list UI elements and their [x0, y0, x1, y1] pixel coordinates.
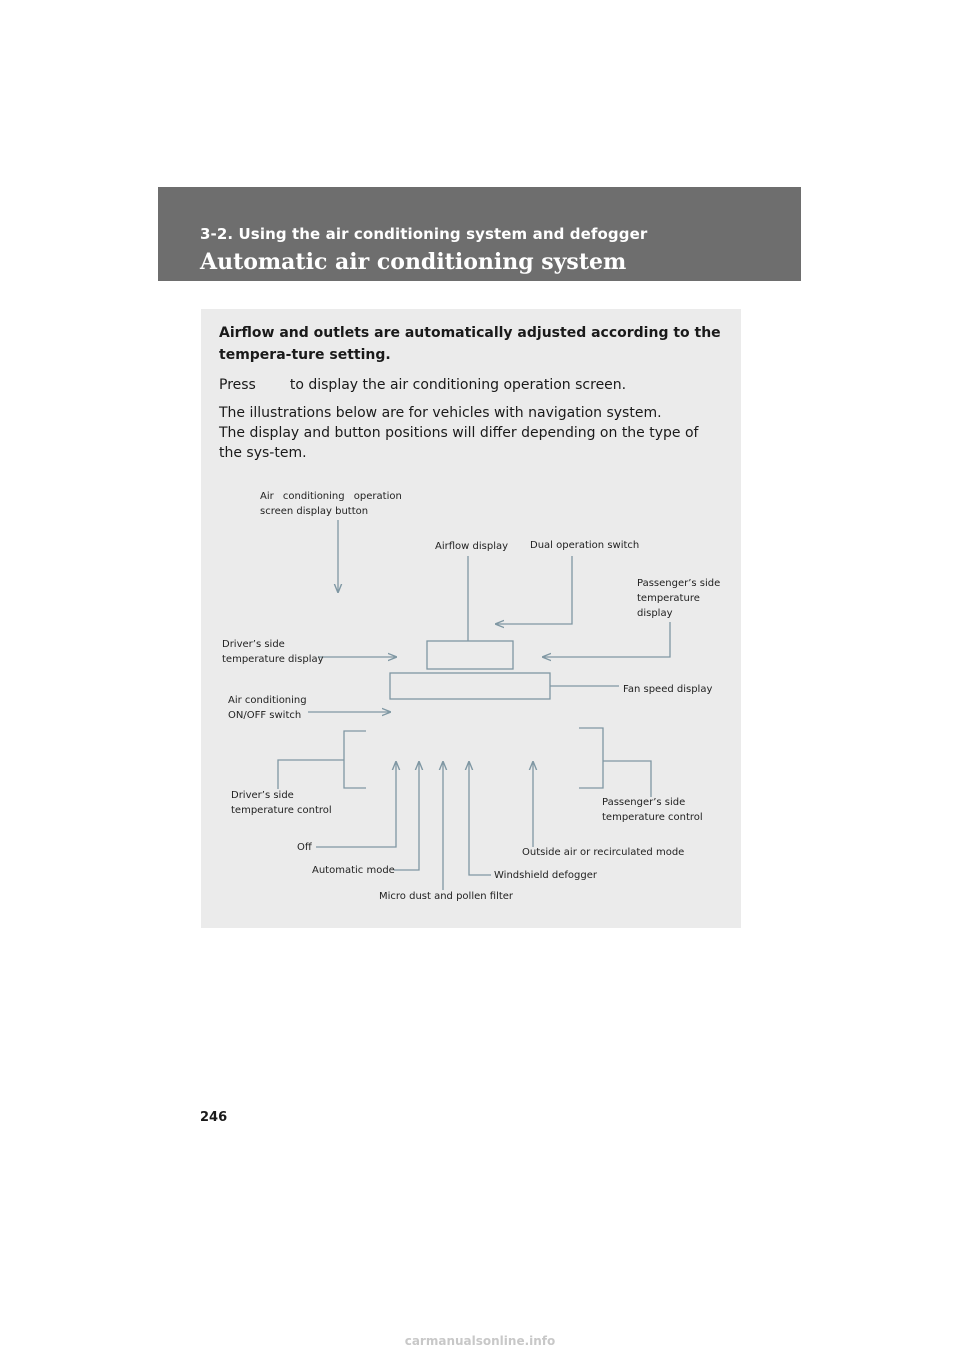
label-line: Air conditioning operation: [260, 491, 402, 502]
label-passenger-temp-control: [602, 795, 703, 825]
label-line: Air conditioning: [228, 695, 307, 706]
intro-heading: Airflow and outlets are automatically adjusted according to the tempera-ture setting.: [219, 325, 721, 363]
fan-speed-display-box: [390, 673, 550, 699]
label-line: temperature: [637, 593, 700, 604]
label-driver-temp-display: [222, 637, 324, 667]
label-line: temperature control: [231, 805, 332, 816]
label-line: ON/OFF switch: [228, 710, 302, 721]
page-title: Automatic air conditioning system: [200, 249, 627, 275]
label-line: temperature display: [222, 654, 324, 665]
note-line-1: The illustrations below are for vehicles with navigation system.: [219, 405, 662, 421]
label-line: Driver’s side: [231, 790, 294, 801]
label-line: Driver’s side: [222, 639, 285, 650]
label-automatic-mode: Automatic mode: [312, 865, 395, 876]
label-driver-temp-control: [231, 788, 332, 818]
label-screen-display-button: [260, 489, 402, 519]
label-line: screen display button: [260, 506, 369, 517]
label-line: Passenger’s side: [637, 578, 721, 589]
label-line: Passenger’s side: [602, 797, 686, 808]
press-after: to display the air conditioning operation screen.: [289, 377, 627, 393]
label-windshield-defogger: Windshield defogger: [494, 870, 598, 881]
label-line: temperature control: [602, 812, 703, 823]
label-outside-air-mode: Outside air or recirculated mode: [522, 847, 685, 858]
label-ac-onoff-switch: [228, 693, 307, 723]
label-micro-dust-filter: Micro dust and pollen filter: [379, 891, 514, 902]
section-title: 3-2. Using the air conditioning system and defogger: [200, 225, 648, 243]
airflow-display-box: [427, 641, 513, 669]
label-dual-operation-switch: Dual operation switch: [530, 540, 640, 551]
label-off: Off: [297, 842, 312, 853]
label-line: display: [637, 608, 673, 619]
label-passenger-temp-display: [637, 576, 720, 621]
footer-watermark: carmanualsonline.info: [404, 1334, 556, 1348]
press-before: Press: [219, 377, 256, 393]
label-airflow-display: Airflow display: [435, 541, 509, 552]
label-fan-speed-display: Fan speed display: [623, 684, 713, 695]
note-line-2: The display and button positions will differ depending on the type of the sys-tem.: [219, 425, 699, 461]
page-number: 246: [200, 1110, 228, 1125]
